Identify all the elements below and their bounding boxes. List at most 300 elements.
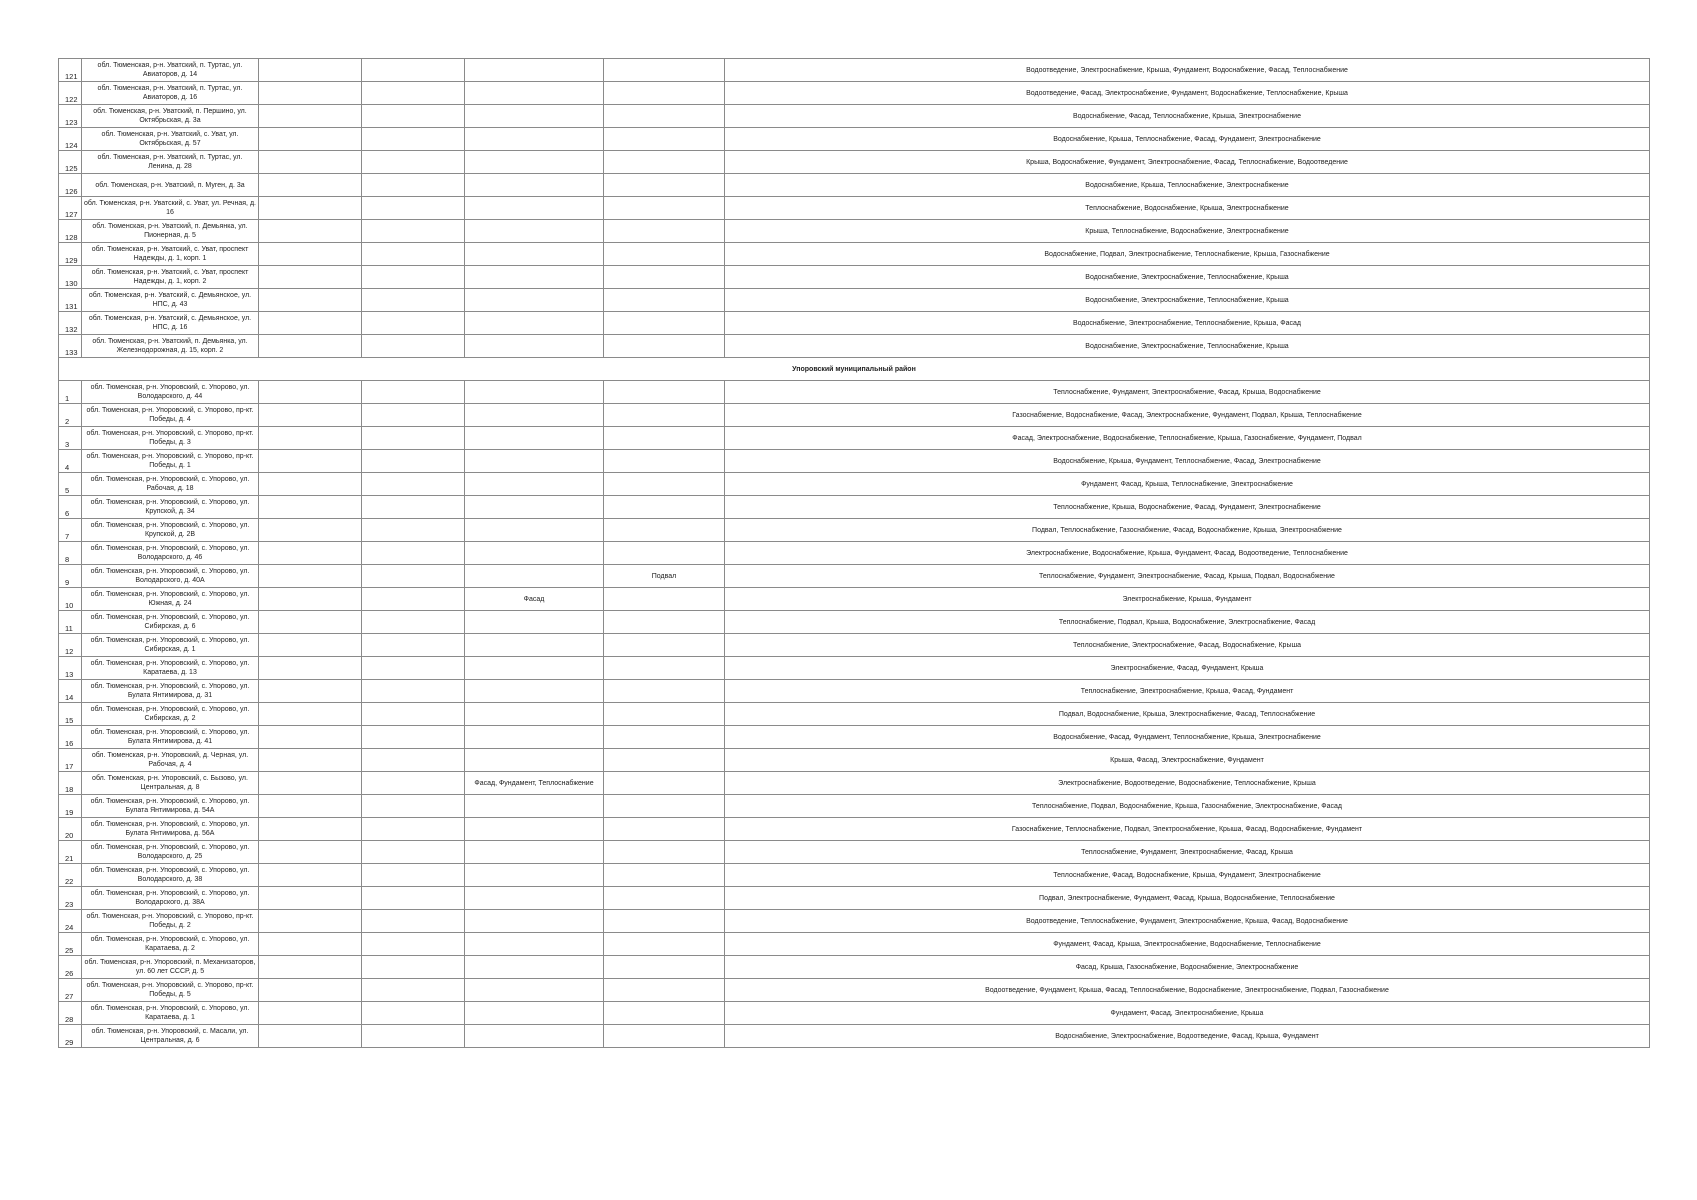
- row-number: 125: [59, 151, 82, 174]
- work-column-4-cell: [604, 496, 725, 519]
- row-number: 128: [59, 220, 82, 243]
- table-row: [59, 289, 1650, 312]
- row-number: 9: [59, 565, 82, 588]
- work-column-4-cell: [604, 266, 725, 289]
- address-cell: обл. Тюменская, р-н. Упоровский, с. Упорово, пр-кт. Победы, д. 3: [82, 427, 259, 450]
- address-cell: обл. Тюменская, р-н. Упоровский, с. Упорово, ул. Булата Янтимирова, д. 41: [82, 726, 259, 749]
- address-cell: обл. Тюменская, р-н. Упоровский, д. Черная, ул. Рабочая, д. 4: [82, 749, 259, 772]
- work-column-3-cell: [465, 887, 604, 910]
- works-list-cell: Подвал, Теплоснабжение, Газоснабжение, Фасад, Водоснабжение, Крыша, Электроснабжение: [725, 519, 1650, 542]
- work-column-3-cell: [465, 818, 604, 841]
- row-number: 132: [59, 312, 82, 335]
- work-column-3-cell: [465, 657, 604, 680]
- work-column-2-cell: [362, 956, 465, 979]
- row-number: 1: [59, 381, 82, 404]
- work-column-4-cell: [604, 749, 725, 772]
- work-column-3-cell: [465, 726, 604, 749]
- work-column-2-cell: [362, 864, 465, 887]
- work-column-1-cell: [259, 703, 362, 726]
- address-cell: обл. Тюменская, р-н. Упоровский, с. Упорово, ул. Володарского, д. 46: [82, 542, 259, 565]
- work-column-1-cell: [259, 565, 362, 588]
- table-row: [59, 933, 1650, 956]
- table-row: [59, 266, 1650, 289]
- work-column-4-cell: [604, 312, 725, 335]
- work-column-2-cell: [362, 174, 465, 197]
- works-list-cell: Водоснабжение, Фасад, Фундамент, Теплоснабжение, Крыша, Электроснабжение: [725, 726, 1650, 749]
- work-column-2-cell: [362, 266, 465, 289]
- work-column-1-cell: [259, 818, 362, 841]
- table-row: [59, 818, 1650, 841]
- works-list-cell: Подвал, Электроснабжение, Фундамент, Фасад, Крыша, Водоснабжение, Теплоснабжение: [725, 887, 1650, 910]
- table-row: [59, 542, 1650, 565]
- work-column-2-cell: [362, 910, 465, 933]
- row-number: 19: [59, 795, 82, 818]
- work-column-3-cell: [465, 910, 604, 933]
- table-row: [59, 726, 1650, 749]
- table-row: [59, 197, 1650, 220]
- table-row: [59, 243, 1650, 266]
- address-cell: обл. Тюменская, р-н. Упоровский, с. Упорово, ул. Сибирская, д. 2: [82, 703, 259, 726]
- work-column-4-cell: [604, 82, 725, 105]
- row-number: 20: [59, 818, 82, 841]
- row-number: 129: [59, 243, 82, 266]
- address-cell: обл. Тюменская, р-н. Упоровский, с. Упорово, ул. Крупской, д. 34: [82, 496, 259, 519]
- address-cell: обл. Тюменская, р-н. Упоровский, с. Упорово, пр-кт. Победы, д. 5: [82, 979, 259, 1002]
- work-column-1-cell: [259, 128, 362, 151]
- work-column-3-cell: [465, 795, 604, 818]
- work-column-3-cell: [465, 634, 604, 657]
- works-list-cell: Крыша, Теплоснабжение, Водоснабжение, Электроснабжение: [725, 220, 1650, 243]
- work-column-4-cell: [604, 818, 725, 841]
- work-column-2-cell: [362, 565, 465, 588]
- address-cell: обл. Тюменская, р-н. Упоровский, с. Упорово, пр-кт. Победы, д. 1: [82, 450, 259, 473]
- address-cell: обл. Тюменская, р-н. Упоровский, с. Упорово, ул. Володарского, д. 44: [82, 381, 259, 404]
- address-cell: обл. Тюменская, р-н. Упоровский, с. Упорово, ул. Булата Янтимирова, д. 56А: [82, 818, 259, 841]
- table-row: [59, 910, 1650, 933]
- row-number: 29: [59, 1025, 82, 1048]
- address-cell: обл. Тюменская, р-н. Упоровский, с. Упорово, ул. Володарского, д. 38: [82, 864, 259, 887]
- works-list-cell: Водоснабжение, Крыша, Фундамент, Теплоснабжение, Фасад, Электроснабжение: [725, 450, 1650, 473]
- work-column-4-cell: [604, 243, 725, 266]
- work-column-3-cell: [465, 611, 604, 634]
- table-row: [59, 772, 1650, 795]
- work-column-4-cell: [604, 174, 725, 197]
- row-number: 18: [59, 772, 82, 795]
- address-cell: обл. Тюменская, р-н. Уватский, с. Уват, ул. Октябрьская, д. 57: [82, 128, 259, 151]
- work-column-3-cell: [465, 312, 604, 335]
- works-list-cell: Фундамент, Фасад, Крыша, Теплоснабжение, Электроснабжение: [725, 473, 1650, 496]
- work-column-2-cell: [362, 128, 465, 151]
- address-cell: обл. Тюменская, р-н. Уватский, с. Демьянское, ул. НПС, д. 16: [82, 312, 259, 335]
- works-list-cell: Водоснабжение, Электроснабжение, Теплоснабжение, Крыша, Фасад: [725, 312, 1650, 335]
- row-number: 14: [59, 680, 82, 703]
- works-list-cell: Водоснабжение, Фасад, Теплоснабжение, Крыша, Электроснабжение: [725, 105, 1650, 128]
- work-column-3-cell: [465, 979, 604, 1002]
- work-column-4-cell: [604, 105, 725, 128]
- address-cell: обл. Тюменская, р-н. Уватский, с. Уват, проспект Надежды, д. 1, корп. 1: [82, 243, 259, 266]
- row-number: 127: [59, 197, 82, 220]
- work-column-3-cell: [465, 266, 604, 289]
- work-column-1-cell: [259, 956, 362, 979]
- table-row: [59, 473, 1650, 496]
- address-cell: обл. Тюменская, р-н. Уватский, п. Демьянка, ул. Пионерная, д. 5: [82, 220, 259, 243]
- works-list-cell: Водоотведение, Фасад, Электроснабжение, Фундамент, Водоснабжение, Теплоснабжение, Крыша: [725, 82, 1650, 105]
- row-number: 28: [59, 1002, 82, 1025]
- section-header-row: [59, 358, 1650, 381]
- work-column-1-cell: [259, 381, 362, 404]
- address-cell: обл. Тюменская, р-н. Упоровский, с. Упорово, ул. Володарского, д. 40А: [82, 565, 259, 588]
- work-column-3-cell: [465, 450, 604, 473]
- work-column-3-cell: [465, 105, 604, 128]
- work-column-4-cell: Подвал: [604, 565, 725, 588]
- address-cell: обл. Тюменская, р-н. Уватский, п. Муген, д. 3а: [82, 174, 259, 197]
- work-column-2-cell: [362, 381, 465, 404]
- work-column-4-cell: [604, 910, 725, 933]
- work-column-3-cell: [465, 404, 604, 427]
- work-column-3-cell: [465, 565, 604, 588]
- work-column-1-cell: [259, 105, 362, 128]
- row-number: 121: [59, 59, 82, 82]
- table-row: [59, 634, 1650, 657]
- work-column-3-cell: [465, 59, 604, 82]
- works-list-cell: Водоснабжение, Крыша, Теплоснабжение, Фасад, Фундамент, Электроснабжение: [725, 128, 1650, 151]
- works-list-cell: Газоснабжение, Водоснабжение, Фасад, Электроснабжение, Фундамент, Подвал, Крыша, Теплоснабжение: [725, 404, 1650, 427]
- works-list-cell: Фасад, Крыша, Газоснабжение, Водоснабжение, Электроснабжение: [725, 956, 1650, 979]
- work-column-2-cell: [362, 82, 465, 105]
- works-list-cell: Теплоснабжение, Крыша, Водоснабжение, Фасад, Фундамент, Электроснабжение: [725, 496, 1650, 519]
- work-column-3-cell: [465, 841, 604, 864]
- works-list-cell: Водоснабжение, Электроснабжение, Теплоснабжение, Крыша: [725, 335, 1650, 358]
- work-column-4-cell: [604, 772, 725, 795]
- work-column-1-cell: [259, 680, 362, 703]
- address-cell: обл. Тюменская, р-н. Упоровский, с. Упорово, ул. Каратаева, д. 13: [82, 657, 259, 680]
- works-list-cell: Теплоснабжение, Фасад, Водоснабжение, Крыша, Фундамент, Электроснабжение: [725, 864, 1650, 887]
- row-number: 2: [59, 404, 82, 427]
- table-row: [59, 565, 1650, 588]
- work-column-4-cell: [604, 335, 725, 358]
- work-column-2-cell: [362, 726, 465, 749]
- document-sheet: [58, 58, 1650, 1048]
- work-column-4-cell: [604, 1002, 725, 1025]
- row-number: 10: [59, 588, 82, 611]
- table-row: [59, 381, 1650, 404]
- work-column-2-cell: [362, 887, 465, 910]
- row-number: 13: [59, 657, 82, 680]
- row-number: 15: [59, 703, 82, 726]
- work-column-3-cell: [465, 427, 604, 450]
- work-column-2-cell: [362, 657, 465, 680]
- address-cell: обл. Тюменская, р-н. Упоровский, с. Масали, ул. Центральная, д. 6: [82, 1025, 259, 1048]
- work-column-2-cell: [362, 933, 465, 956]
- row-number: 17: [59, 749, 82, 772]
- work-column-2-cell: [362, 772, 465, 795]
- work-column-1-cell: [259, 1002, 362, 1025]
- row-number: 131: [59, 289, 82, 312]
- work-column-3-cell: [465, 243, 604, 266]
- housing-repair-table: [58, 58, 1650, 1048]
- row-number: 11: [59, 611, 82, 634]
- address-cell: обл. Тюменская, р-н. Уватский, п. Туртас, ул. Ленина, д. 28: [82, 151, 259, 174]
- works-list-cell: Водоснабжение, Электроснабжение, Теплоснабжение, Крыша: [725, 266, 1650, 289]
- work-column-3-cell: [465, 473, 604, 496]
- work-column-4-cell: [604, 588, 725, 611]
- row-number: 21: [59, 841, 82, 864]
- table-row: [59, 427, 1650, 450]
- work-column-3-cell: Фасад, Фундамент, Теплоснабжение: [465, 772, 604, 795]
- work-column-4-cell: [604, 657, 725, 680]
- works-list-cell: Водоснабжение, Электроснабжение, Водоотведение, Фасад, Крыша, Фундамент: [725, 1025, 1650, 1048]
- address-cell: обл. Тюменская, р-н. Уватский, п. Туртас, ул. Авиаторов, д. 14: [82, 59, 259, 82]
- work-column-3-cell: [465, 82, 604, 105]
- address-cell: обл. Тюменская, р-н. Упоровский, с. Упорово, ул. Южная, д. 24: [82, 588, 259, 611]
- work-column-4-cell: [604, 381, 725, 404]
- works-list-cell: Теплоснабжение, Фундамент, Электроснабжение, Фасад, Крыша, Водоснабжение: [725, 381, 1650, 404]
- works-list-cell: Подвал, Водоснабжение, Крыша, Электроснабжение, Фасад, Теплоснабжение: [725, 703, 1650, 726]
- works-list-cell: Крыша, Фасад, Электроснабжение, Фундамент: [725, 749, 1650, 772]
- work-column-3-cell: [465, 519, 604, 542]
- work-column-4-cell: [604, 404, 725, 427]
- row-number: 124: [59, 128, 82, 151]
- work-column-2-cell: [362, 841, 465, 864]
- row-number: 5: [59, 473, 82, 496]
- address-cell: обл. Тюменская, р-н. Упоровский, с. Упорово, ул. Каратаева, д. 1: [82, 1002, 259, 1025]
- table-row: [59, 220, 1650, 243]
- work-column-2-cell: [362, 611, 465, 634]
- work-column-2-cell: [362, 979, 465, 1002]
- row-number: 27: [59, 979, 82, 1002]
- work-column-3-cell: [465, 703, 604, 726]
- work-column-1-cell: [259, 82, 362, 105]
- table-body-uporovo: [59, 381, 1650, 1048]
- work-column-4-cell: [604, 151, 725, 174]
- work-column-4-cell: [604, 1025, 725, 1048]
- work-column-1-cell: [259, 174, 362, 197]
- work-column-1-cell: [259, 450, 362, 473]
- table-row: [59, 82, 1650, 105]
- table-row: [59, 1025, 1650, 1048]
- row-number: 23: [59, 887, 82, 910]
- address-cell: обл. Тюменская, р-н. Упоровский, с. Упорово, ул. Сибирская, д. 1: [82, 634, 259, 657]
- works-list-cell: Фасад, Электроснабжение, Водоснабжение, Теплоснабжение, Крыша, Газоснабжение, Фундамент, Подвал: [725, 427, 1650, 450]
- work-column-4-cell: [604, 450, 725, 473]
- table-row: [59, 335, 1650, 358]
- work-column-1-cell: [259, 726, 362, 749]
- table-row: [59, 795, 1650, 818]
- work-column-1-cell: [259, 864, 362, 887]
- work-column-2-cell: [362, 1025, 465, 1048]
- works-list-cell: Водоснабжение, Подвал, Электроснабжение, Теплоснабжение, Крыша, Газоснабжение: [725, 243, 1650, 266]
- work-column-4-cell: [604, 634, 725, 657]
- work-column-4-cell: [604, 726, 725, 749]
- table-row: [59, 657, 1650, 680]
- work-column-1-cell: [259, 772, 362, 795]
- works-list-cell: Водоснабжение, Крыша, Теплоснабжение, Электроснабжение: [725, 174, 1650, 197]
- work-column-2-cell: [362, 197, 465, 220]
- works-list-cell: Теплоснабжение, Фундамент, Электроснабжение, Фасад, Крыша, Подвал, Водоснабжение: [725, 565, 1650, 588]
- work-column-2-cell: [362, 749, 465, 772]
- row-number: 133: [59, 335, 82, 358]
- work-column-1-cell: [259, 197, 362, 220]
- address-cell: обл. Тюменская, р-н. Уватский, п. Першино, ул. Октябрьская, д. 3а: [82, 105, 259, 128]
- work-column-4-cell: [604, 519, 725, 542]
- table-row: [59, 979, 1650, 1002]
- row-number: 130: [59, 266, 82, 289]
- work-column-3-cell: [465, 933, 604, 956]
- table-body-uvat: [59, 59, 1650, 358]
- work-column-4-cell: [604, 59, 725, 82]
- address-cell: обл. Тюменская, р-н. Упоровский, с. Упорово, ул. Сибирская, д. 6: [82, 611, 259, 634]
- address-cell: обл. Тюменская, р-н. Упоровский, с. Упорово, ул. Крупской, д. 2В: [82, 519, 259, 542]
- work-column-1-cell: [259, 1025, 362, 1048]
- address-cell: обл. Тюменская, р-н. Уватский, п. Туртас, ул. Авиаторов, д. 16: [82, 82, 259, 105]
- works-list-cell: Электроснабжение, Крыша, Фундамент: [725, 588, 1650, 611]
- work-column-1-cell: [259, 588, 362, 611]
- works-list-cell: Электроснабжение, Фасад, Фундамент, Крыша: [725, 657, 1650, 680]
- table-row: [59, 864, 1650, 887]
- work-column-4-cell: [604, 220, 725, 243]
- works-list-cell: Водоснабжение, Электроснабжение, Теплоснабжение, Крыша: [725, 289, 1650, 312]
- work-column-2-cell: [362, 818, 465, 841]
- table-row: [59, 956, 1650, 979]
- works-list-cell: Электроснабжение, Водоснабжение, Крыша, Фундамент, Фасад, Водоотведение, Теплоснабжение: [725, 542, 1650, 565]
- address-cell: обл. Тюменская, р-н. Упоровский, с. Упорово, ул. Рабочая, д. 18: [82, 473, 259, 496]
- work-column-3-cell: [465, 680, 604, 703]
- work-column-2-cell: [362, 151, 465, 174]
- row-number: 16: [59, 726, 82, 749]
- work-column-1-cell: [259, 243, 362, 266]
- address-cell: обл. Тюменская, р-н. Упоровский, с. Упорово, ул. Булата Янтимирова, д. 31: [82, 680, 259, 703]
- work-column-4-cell: [604, 611, 725, 634]
- row-number: 4: [59, 450, 82, 473]
- row-number: 6: [59, 496, 82, 519]
- work-column-2-cell: [362, 473, 465, 496]
- work-column-2-cell: [362, 59, 465, 82]
- work-column-1-cell: [259, 979, 362, 1002]
- address-cell: обл. Тюменская, р-н. Уватский, п. Демьянка, ул. Железнодорожная, д. 15, корп. 2: [82, 335, 259, 358]
- address-cell: обл. Тюменская, р-н. Упоровский, с. Упорово, ул. Каратаева, д. 2: [82, 933, 259, 956]
- works-list-cell: Газоснабжение, Теплоснабжение, Подвал, Электроснабжение, Крыша, Фасад, Водоснабжение, Фундамент: [725, 818, 1650, 841]
- work-column-3-cell: [465, 381, 604, 404]
- table-row: [59, 404, 1650, 427]
- work-column-3-cell: [465, 1002, 604, 1025]
- table-row: [59, 59, 1650, 82]
- work-column-3-cell: [465, 197, 604, 220]
- work-column-4-cell: [604, 427, 725, 450]
- work-column-4-cell: [604, 956, 725, 979]
- works-list-cell: Водоотведение, Электроснабжение, Крыша, Фундамент, Водоснабжение, Фасад, Теплоснабжение: [725, 59, 1650, 82]
- address-cell: обл. Тюменская, р-н. Упоровский, с. Упорово, ул. Володарского, д. 25: [82, 841, 259, 864]
- address-cell: обл. Тюменская, р-н. Упоровский, с. Упорово, пр-кт. Победы, д. 4: [82, 404, 259, 427]
- address-cell: обл. Тюменская, р-н. Упоровский, с. Упорово, ул. Володарского, д. 38А: [82, 887, 259, 910]
- work-column-1-cell: [259, 795, 362, 818]
- work-column-2-cell: [362, 312, 465, 335]
- work-column-1-cell: [259, 657, 362, 680]
- work-column-3-cell: [465, 542, 604, 565]
- works-list-cell: Теплоснабжение, Подвал, Водоснабжение, Крыша, Газоснабжение, Электроснабжение, Фасад: [725, 795, 1650, 818]
- row-number: 25: [59, 933, 82, 956]
- work-column-2-cell: [362, 680, 465, 703]
- work-column-4-cell: [604, 197, 725, 220]
- work-column-3-cell: [465, 1025, 604, 1048]
- work-column-2-cell: [362, 220, 465, 243]
- work-column-1-cell: [259, 335, 362, 358]
- work-column-2-cell: [362, 542, 465, 565]
- address-cell: обл. Тюменская, р-н. Уватский, с. Уват, проспект Надежды, д. 1, корп. 2: [82, 266, 259, 289]
- work-column-2-cell: [362, 703, 465, 726]
- work-column-3-cell: [465, 335, 604, 358]
- works-list-cell: Теплоснабжение, Подвал, Крыша, Водоснабжение, Электроснабжение, Фасад: [725, 611, 1650, 634]
- row-number: 7: [59, 519, 82, 542]
- work-column-3-cell: [465, 151, 604, 174]
- works-list-cell: Водоотведение, Теплоснабжение, Фундамент, Электроснабжение, Крыша, Фасад, Водоснабжение: [725, 910, 1650, 933]
- work-column-4-cell: [604, 841, 725, 864]
- work-column-1-cell: [259, 151, 362, 174]
- work-column-1-cell: [259, 910, 362, 933]
- work-column-1-cell: [259, 634, 362, 657]
- work-column-2-cell: [362, 404, 465, 427]
- row-number: 122: [59, 82, 82, 105]
- work-column-4-cell: [604, 703, 725, 726]
- row-number: 24: [59, 910, 82, 933]
- work-column-2-cell: [362, 335, 465, 358]
- work-column-2-cell: [362, 795, 465, 818]
- work-column-3-cell: Фасад: [465, 588, 604, 611]
- work-column-1-cell: [259, 887, 362, 910]
- work-column-3-cell: [465, 128, 604, 151]
- work-column-2-cell: [362, 1002, 465, 1025]
- work-column-1-cell: [259, 59, 362, 82]
- work-column-1-cell: [259, 496, 362, 519]
- address-cell: обл. Тюменская, р-н. Упоровский, с. Упорово, ул. Булата Янтимирова, д. 54А: [82, 795, 259, 818]
- work-column-3-cell: [465, 289, 604, 312]
- row-number: 8: [59, 542, 82, 565]
- work-column-1-cell: [259, 519, 362, 542]
- work-column-4-cell: [604, 289, 725, 312]
- section-title: Упоровский муниципальный район: [59, 358, 1650, 381]
- work-column-2-cell: [362, 634, 465, 657]
- works-list-cell: Водоотведение, Фундамент, Крыша, Фасад, Теплоснабжение, Водоснабжение, Электроснабжение, Подвал, Газоснабжение: [725, 979, 1650, 1002]
- work-column-1-cell: [259, 312, 362, 335]
- works-list-cell: Фундамент, Фасад, Электроснабжение, Крыша: [725, 1002, 1650, 1025]
- address-cell: обл. Тюменская, р-н. Упоровский, с. Упорово, пр-кт. Победы, д. 2: [82, 910, 259, 933]
- work-column-4-cell: [604, 933, 725, 956]
- work-column-1-cell: [259, 404, 362, 427]
- work-column-1-cell: [259, 611, 362, 634]
- works-list-cell: Теплоснабжение, Водоснабжение, Крыша, Электроснабжение: [725, 197, 1650, 220]
- work-column-4-cell: [604, 887, 725, 910]
- work-column-1-cell: [259, 473, 362, 496]
- table-row: [59, 496, 1650, 519]
- table-row: [59, 519, 1650, 542]
- work-column-3-cell: [465, 220, 604, 243]
- address-cell: обл. Тюменская, р-н. Уватский, с. Уват, ул. Речная, д. 16: [82, 197, 259, 220]
- section-header-group: [59, 358, 1650, 381]
- work-column-2-cell: [362, 450, 465, 473]
- work-column-4-cell: [604, 680, 725, 703]
- work-column-3-cell: [465, 956, 604, 979]
- table-row: [59, 1002, 1650, 1025]
- table-row: [59, 151, 1650, 174]
- works-list-cell: Фундамент, Фасад, Крыша, Электроснабжение, Водоснабжение, Теплоснабжение: [725, 933, 1650, 956]
- table-row: [59, 105, 1650, 128]
- row-number: 26: [59, 956, 82, 979]
- work-column-3-cell: [465, 174, 604, 197]
- table-row: [59, 450, 1650, 473]
- work-column-1-cell: [259, 266, 362, 289]
- work-column-2-cell: [362, 289, 465, 312]
- works-list-cell: Теплоснабжение, Электроснабжение, Крыша, Фасад, Фундамент: [725, 680, 1650, 703]
- table-row: [59, 703, 1650, 726]
